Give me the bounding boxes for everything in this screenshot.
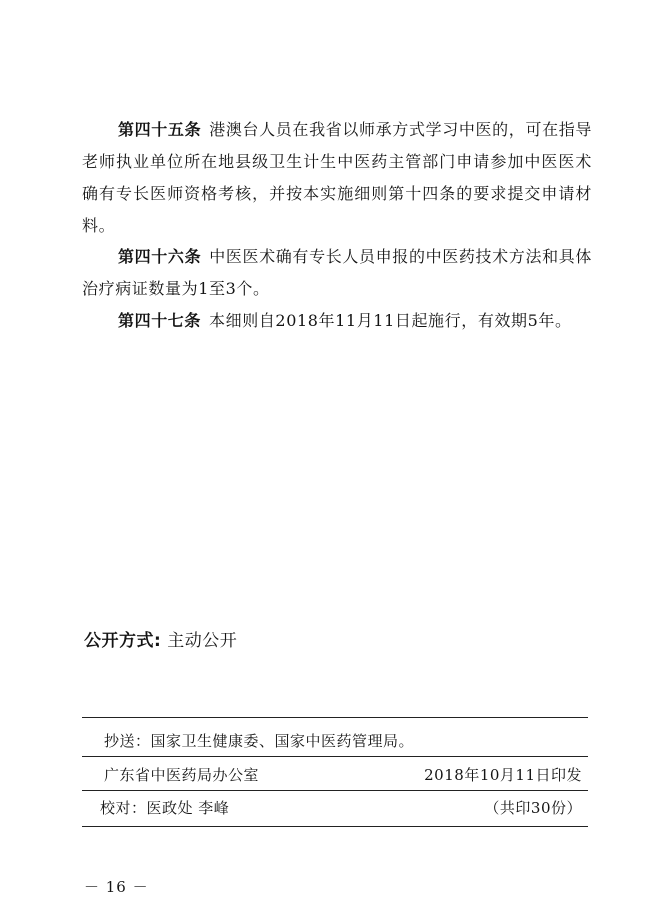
article-text: 本细则自2018年11月11日起施行，有效期5年。	[209, 311, 572, 330]
article-heading: 第四十六条	[118, 247, 202, 266]
article-text: 港澳台人员在我省以师承方式学习中医的，可在指导老师执业单位所在地县级卫生计生中医药主管部门申请参加中医医术确有专长医师资格考核，并按本实施细则第十四条的要求提交申请材料。	[82, 120, 592, 235]
article-text: 中医医术确有专长人员申报的中医药技术方法和具体治疗病证数量为1至3个。	[82, 247, 592, 298]
divider-line	[82, 826, 588, 827]
article-heading: 第四十七条	[118, 311, 202, 330]
disclosure-method	[84, 628, 237, 654]
article-45	[82, 114, 592, 242]
divider-line	[82, 717, 588, 718]
page-number: － 16 －	[84, 878, 149, 896]
article-46	[82, 241, 592, 305]
cc-recipients: 抄送：国家卫生健康委、国家中医药管理局。	[104, 732, 415, 750]
article-heading: 第四十五条	[118, 120, 202, 139]
copy-count: （共印30份）	[484, 799, 582, 817]
disclosure-label: 公开方式:	[84, 631, 162, 651]
disclosure-value: 主动公开	[167, 631, 238, 651]
issue-date: 2018年10月11日印发	[424, 766, 582, 784]
divider-line	[82, 756, 588, 757]
article-47	[82, 305, 592, 337]
issuing-office: 广东省中医药局办公室	[104, 766, 260, 784]
divider-line	[82, 790, 588, 791]
proofreader: 校对：医政处 李峰	[100, 799, 230, 817]
